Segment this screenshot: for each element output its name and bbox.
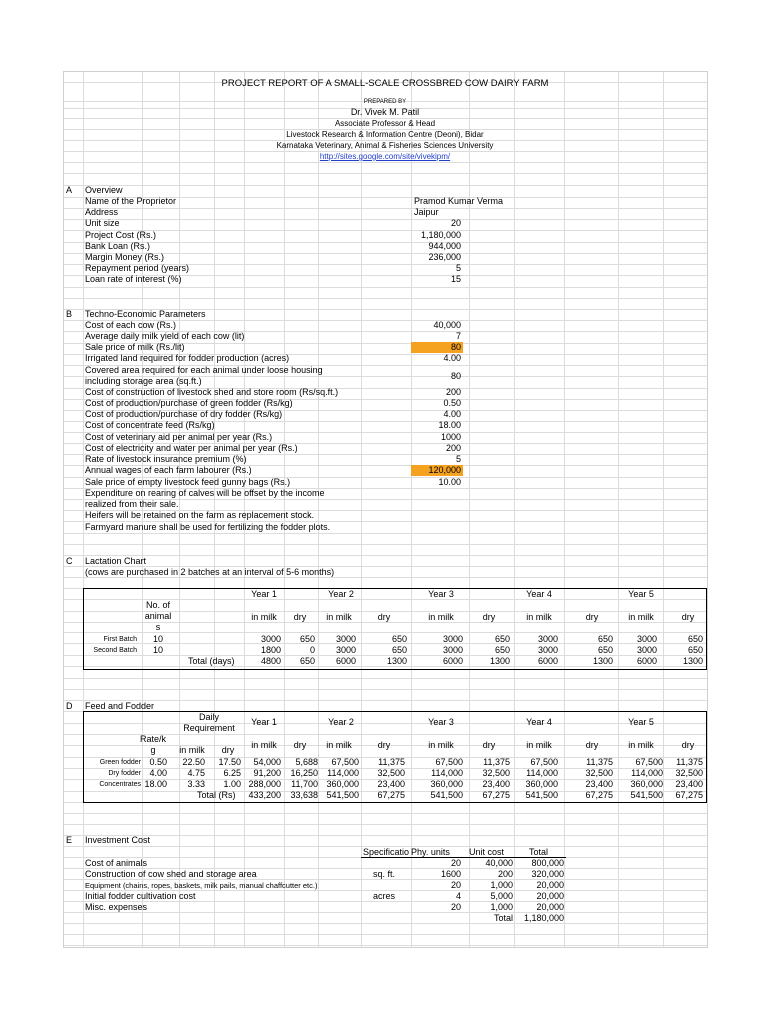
dry-header: dry [293,740,307,750]
days-value: 650 [391,645,407,655]
days-value: 3000 [260,634,281,644]
feed-label: Concentrates [99,781,141,788]
investment-total: 20,000 [536,880,564,890]
overview-label: Name of the Proprietor [85,196,177,206]
overview-label: Repayment period (years) [85,263,190,274]
overview-value: 15 [450,274,461,285]
feed-cost-value: 11,375 [378,757,405,767]
no-animals-header: animal [144,611,172,621]
spec-header: Specificatio [363,847,410,857]
overview-value: 5 [455,263,461,274]
days-value: 3000 [335,634,356,644]
feed-cost-value: 67,500 [635,757,663,767]
feed-total-value: 541,500 [525,790,558,800]
days-value: 650 [597,645,613,655]
parameter-label: Cost of construction of livestock shed and store room (Rs/sq.ft.) [85,387,339,397]
author-name: Dr. Vivek M. Patil [350,107,420,117]
parameter-label: Sale price of milk (Rs./lit) [85,342,185,352]
total-days-value: 1300 [682,656,703,666]
parameter-label: Cost of concentrate feed (Rs/kg) [85,420,215,430]
overview-value: Pramod Kumar Verma [414,196,504,206]
feed-in-milk: 3.33 [187,779,205,789]
overview-label: Address [85,207,119,218]
investment-grand-total-label: Total [493,913,513,923]
overview-value: 944,000 [428,240,461,251]
feed-label: Green fodder [99,759,141,766]
parameter-value: 80 [450,342,461,352]
in-milk-header: in milk [179,745,205,755]
feed-in-milk: 4.75 [187,768,205,778]
total-days-value: 1300 [592,656,613,666]
parameter-value: 5 [455,454,461,464]
unit-cost-header: Unit cost [469,847,505,857]
phy-units-header: Phy. units [411,847,450,857]
parameter-label: Annual wages of each farm labourer (Rs.) [85,465,252,475]
overview-label: Margin Money (Rs.) [85,252,165,262]
feed-cost-value: 360,000 [525,779,558,789]
overview-value: 20 [450,218,461,229]
dry-header: dry [293,612,307,622]
feed-total-value: 67,275 [675,790,703,800]
feed-cost-value: 32,500 [675,768,703,778]
feed-total-value: 541,500 [430,790,463,800]
feed-total-value: 67,275 [377,790,405,800]
total-days-value: 1300 [386,656,407,666]
note-text: Expenditure on rearing of calves will be offset by the income [85,488,325,498]
dry-header: dry [681,740,695,750]
rate-header: Rate/k [139,734,166,744]
in-milk-header: in milk [526,740,552,750]
feed-cost-value: 67,500 [530,757,558,767]
batch-label: Second Batch [93,647,137,654]
feed-cost-value: 32,500 [585,768,613,778]
days-value: 3000 [537,645,558,655]
parameter-value: 1000 [440,432,461,442]
total-days-value: 6000 [335,656,356,666]
feed-cost-value: 32,500 [482,768,510,778]
feed-cost-value: 32,500 [377,768,405,778]
investment-units: 4 [455,891,461,901]
section-b-letter: B [66,309,73,319]
feed-cost-value: 360,000 [430,779,463,789]
feed-cost-value: 91,200 [253,768,281,778]
overview-value: Jaipur [414,207,439,218]
in-milk-header: in milk [628,740,654,750]
parameter-value: 200 [445,387,461,397]
days-value: 650 [494,645,510,655]
parameter-label: including storage area (sq.ft.) [85,376,202,386]
daily-requirement-header: Requirement [183,723,235,733]
investment-label: Equipment (chains, ropes, baskets, milk pails, manual chaffcutter etc.) [85,881,318,890]
feed-total-label: Total (Rs) [197,790,236,800]
feed-cost-value: 23,400 [377,779,405,789]
parameter-value: 4.00 [443,409,461,419]
feed-dry: 1.00 [223,779,241,789]
year-header: Year 4 [526,589,552,599]
days-value: 650 [299,634,315,644]
days-value: 650 [687,634,703,644]
parameter-value: 40,000 [433,320,461,330]
days-value: 3000 [335,645,356,655]
feed-cost-value: 360,000 [326,779,359,789]
in-milk-header: in milk [251,740,277,750]
parameter-value: 18.00 [438,420,461,430]
year-header: Year 4 [526,717,552,727]
section-c-subtitle: (cows are purchased in 2 batches at an interval of 5-6 months) [85,567,335,577]
year-header: Year 5 [628,589,654,599]
total-days-value: 6000 [636,656,657,666]
feed-total-value: 541,500 [326,790,359,800]
dry-header: dry [585,740,599,750]
no-animals-header: s [155,622,161,632]
feed-cost-value: 11,375 [676,757,703,767]
year-header: Year 1 [251,717,277,727]
prepared-by: PREPARED BY [363,99,407,105]
days-value: 1800 [260,645,281,655]
feed-cost-value: 54,000 [253,757,281,767]
dry-header: dry [585,612,599,622]
investment-units: 20 [450,880,461,890]
parameter-value: 7 [455,331,461,341]
note-text: Farmyard manure shall be used for fertilizing the fodder plots. [85,521,331,532]
feed-dry: 17.50 [218,757,241,767]
parameter-value: 0.50 [443,398,461,408]
investment-unit-cost: 200 [497,869,513,879]
days-value: 0 [309,645,315,655]
section-d-title: Feed and Fodder [85,701,155,711]
website-link[interactable]: http://sites.google.com/site/vivekipm/ [319,152,451,161]
overview-label: Project Cost (Rs.) [85,229,157,240]
rate-header: g [150,745,156,755]
feed-rate: 18.00 [144,779,167,789]
section-b-title: Techno-Economic Parameters [85,309,206,319]
investment-spec: sq. ft. [373,869,396,879]
feed-total-value: 67,275 [585,790,613,800]
year-header: Year 3 [428,589,454,599]
dry-header: dry [482,612,496,622]
feed-cost-value: 23,400 [585,779,613,789]
in-milk-header: in milk [326,612,352,622]
feed-cost-value: 67,500 [331,757,359,767]
investment-unit-cost: 1,000 [490,880,513,890]
investment-total: 20,000 [536,891,564,901]
parameter-label: Cost of each cow (Rs.) [85,320,177,330]
days-value: 3000 [636,634,657,644]
feed-cost-value: 114,000 [327,768,359,778]
overview-label: Loan rate of interest (%) [85,274,182,285]
feed-label: Dry fodder [108,770,141,777]
overview-value: 1,180,000 [420,229,461,240]
days-value: 650 [391,634,407,644]
total-days-value: 6000 [442,656,463,666]
feed-cost-value: 16,250 [290,768,318,778]
feed-total-value: 541,500 [630,790,663,800]
dry-header: dry [681,612,695,622]
feed-rate: 4.00 [149,768,167,778]
parameter-value: 4.00 [443,353,461,363]
investment-total: 20,000 [536,902,564,912]
investment-spec: acres [373,891,396,901]
feed-cost-value: 67,500 [435,757,463,767]
parameter-label: Cost of production/purchase of dry fodder (Rs/kg) [85,409,283,419]
feed-rate: 0.50 [149,757,167,767]
investment-units: 1600 [440,869,461,879]
year-header: Year 3 [428,717,454,727]
batch-count: 10 [153,634,164,644]
total-days-value: 1300 [489,656,510,666]
daily-requirement-header: Daily [198,712,219,722]
author-university: Karnataka Veterinary, Animal & Fisheries Sciences University [276,141,494,150]
section-e-title: Investment Cost [85,835,151,845]
days-value: 650 [687,645,703,655]
investment-units: 20 [450,902,461,912]
batch-label: First Batch [103,636,137,643]
investment-unit-cost: 40,000 [485,858,513,868]
feed-cost-value: 23,400 [675,779,703,789]
feed-cost-value: 5,688 [295,757,318,767]
investment-label: Misc. expenses [85,902,148,912]
feed-cost-value: 288,000 [248,779,281,789]
parameter-label: Average daily milk yield of each cow (lit) [85,331,245,341]
batch-count: 10 [153,645,164,655]
feed-dry: 6.25 [223,768,241,778]
parameter-label: Cost of veterinary aid per animal per year (Rs.) [85,432,273,442]
dry-header: dry [221,745,235,755]
author-role: Associate Professor & Head [334,119,436,128]
parameter-label: Rate of livestock insurance premium (%) [85,454,247,464]
investment-label: Construction of cow shed and storage area [85,869,257,879]
feed-total-value: 33,638 [290,790,318,800]
section-e-letter: E [66,835,73,845]
dry-header: dry [377,740,391,750]
parameter-value: 120,000 [428,465,461,475]
parameter-label: Covered area required for each animal under loose housing [85,365,323,375]
total-days-value: 650 [299,656,315,666]
investment-total: 800,000 [531,858,564,868]
in-milk-header: in milk [428,740,454,750]
days-value: 3000 [537,634,558,644]
parameter-label: Cost of electricity and water per animal per year (Rs.) [85,443,298,453]
no-animals-header: No. of [145,600,170,610]
in-milk-header: in milk [326,740,352,750]
investment-grand-total: 1,180,000 [523,913,564,923]
days-value: 3000 [442,645,463,655]
total-header: Total [529,847,549,857]
year-header: Year 2 [328,589,354,599]
investment-unit-cost: 1,000 [490,902,513,912]
in-milk-header: in milk [428,612,454,622]
note-text: Heifers will be retained on the farm as replacement stock. [85,510,315,521]
section-c-letter: C [66,556,73,566]
overview-label: Bank Loan (Rs.) [85,240,151,251]
in-milk-header: in milk [628,612,654,622]
feed-cost-value: 23,400 [482,779,510,789]
feed-cost-value: 114,000 [631,768,663,778]
days-value: 3000 [442,634,463,644]
feed-cost-value: 11,700 [291,779,318,789]
parameter-value: 80 [450,371,461,381]
investment-units: 20 [450,858,461,868]
parameter-label: Sale price of empty livestock feed gunny bags (Rs.) [85,477,291,487]
parameter-label: Irrigated land required for fodder production (acres) [85,353,290,363]
in-milk-header: in milk [251,612,277,622]
in-milk-header: in milk [526,612,552,622]
overview-value: 236,000 [428,252,461,262]
note-text: realized from their sale. [85,499,179,510]
section-a-letter: A [66,185,73,195]
dry-header: dry [482,740,496,750]
feed-total-value: 67,275 [482,790,510,800]
dry-header: dry [377,612,391,622]
year-header: Year 2 [328,717,354,727]
section-a-title: Overview [85,185,123,195]
total-days-value: 6000 [537,656,558,666]
feed-total-value: 433,200 [248,790,281,800]
total-days-label: Total (days) [188,656,235,666]
feed-cost-value: 360,000 [630,779,663,789]
page-title: PROJECT REPORT OF A SMALL-SCALE CROSSBRED COW DAIRY FARM [221,78,549,89]
feed-in-milk: 22.50 [182,757,205,767]
days-value: 650 [597,634,613,644]
feed-cost-value: 114,000 [431,768,463,778]
feed-cost-value: 114,000 [526,768,558,778]
feed-cost-value: 11,375 [483,757,510,767]
investment-total: 320,000 [531,869,564,879]
overview-label: Unit size [85,218,120,229]
investment-label: Initial fodder cultivation cost [85,891,196,901]
investment-unit-cost: 5,000 [490,891,513,901]
year-header: Year 5 [628,717,654,727]
parameter-label: Cost of production/purchase of green fodder (Rs/kg) [85,398,293,408]
section-c-title: Lactation Chart [85,556,147,566]
spreadsheet [63,71,708,948]
section-d-letter: D [66,701,73,711]
parameter-value: 10.00 [438,477,461,487]
days-value: 3000 [636,645,657,655]
author-dept: Livestock Research & Information Centre (Deoni), Bidar [286,130,484,139]
total-days-value: 4800 [260,656,281,666]
feed-cost-value: 11,375 [586,757,613,767]
parameter-value: 200 [445,443,461,453]
investment-label: Cost of animals [85,858,148,868]
year-header: Year 1 [251,589,277,599]
days-value: 650 [494,634,510,644]
